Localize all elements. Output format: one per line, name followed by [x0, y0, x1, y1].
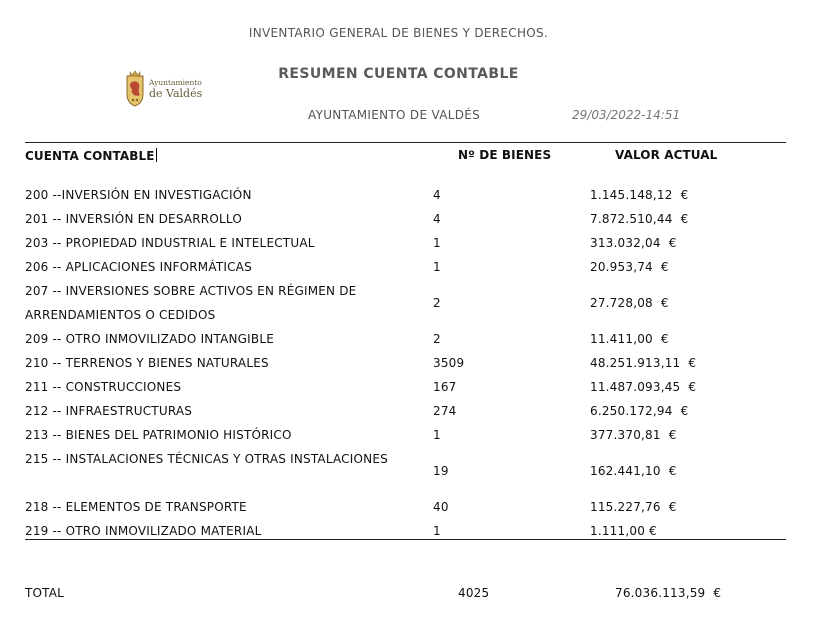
current-value: 313.032,04 € — [590, 236, 677, 250]
asset-count: 274 — [433, 404, 457, 418]
table-row — [25, 351, 786, 375]
asset-count: 1 — [433, 260, 441, 274]
total-count: 4025 — [458, 586, 490, 600]
current-value: 48.251.913,11 € — [590, 356, 697, 370]
asset-count: 3509 — [433, 356, 465, 370]
account-name: 200 --INVERSIÓN EN INVESTIGACIÓN — [25, 188, 252, 202]
report-datetime: 29/03/2022-14:51 — [572, 108, 681, 122]
logo-text-ayuntamiento: Ayuntamiento — [149, 77, 202, 87]
current-value: 27.728,08 € — [590, 296, 669, 310]
account-name: 218 -- ELEMENTOS DE TRANSPORTE — [25, 500, 247, 514]
table-row — [25, 255, 786, 279]
asset-count: 1 — [433, 524, 441, 538]
column-header-bienes: Nº DE BIENES — [458, 148, 552, 162]
account-name: 209 -- OTRO INMOVILIZADO INTANGIBLE — [25, 332, 275, 346]
asset-count: 40 — [433, 500, 449, 514]
total-label: TOTAL — [25, 586, 65, 600]
asset-count: 2 — [433, 296, 441, 310]
table-row — [25, 231, 786, 255]
table-row — [25, 183, 786, 207]
summary-title: RESUMEN CUENTA CONTABLE — [278, 66, 519, 82]
asset-count: 1 — [433, 428, 441, 442]
current-value: 162.441,10 € — [590, 464, 677, 478]
current-value: 11.487.093,45 € — [590, 380, 697, 394]
current-value: 6.250.172,94 € — [590, 404, 689, 418]
account-name: 207 -- INVERSIONES SOBRE ACTIVOS EN RÉGIMEN DE ARRENDAMIENTOS O CEDIDOS — [25, 284, 357, 322]
account-name: 206 -- APLICACIONES INFORMÁTICAS — [25, 260, 252, 274]
logo-text-valdes: de Valdés — [149, 87, 203, 101]
current-value: 115.227,76 € — [590, 500, 677, 514]
asset-count: 4 — [433, 188, 441, 202]
asset-count: 19 — [433, 464, 449, 478]
asset-count: 4 — [433, 212, 441, 226]
current-value: 11.411,00 € — [590, 332, 669, 346]
account-name: 210 -- TERRENOS Y BIENES NATURALES — [25, 356, 269, 370]
column-header-cuenta-cell[interactable] — [25, 148, 157, 163]
entity-name: AYUNTAMIENTO DE VALDÉS — [308, 108, 481, 122]
document-title: INVENTARIO GENERAL DE BIENES Y DERECHOS. — [248, 26, 549, 40]
current-value: 7.872.510,44 € — [590, 212, 689, 226]
account-name: 211 -- CONSTRUCCIONES — [25, 380, 182, 394]
account-name: 219 -- OTRO INMOVILIZADO MATERIAL — [25, 524, 262, 538]
column-header-valor: VALOR ACTUAL — [615, 148, 718, 162]
total-value: 76.036.113,59 € — [615, 586, 722, 600]
table-row — [25, 327, 786, 351]
text-cursor — [156, 148, 157, 162]
asset-count: 2 — [433, 332, 441, 346]
table-row — [25, 399, 786, 423]
current-value: 20.953,74 € — [590, 260, 669, 274]
current-value: 1.145.148,12 € — [590, 188, 689, 202]
account-table-body — [25, 183, 786, 543]
account-name: 203 -- PROPIEDAD INDUSTRIAL E INTELECTUAL — [25, 236, 315, 250]
account-name: 215 -- INSTALACIONES TÉCNICAS Y OTRAS INSTALACIONES — [25, 452, 388, 466]
table-row — [25, 375, 786, 399]
table-row — [25, 423, 786, 447]
account-name: 212 -- INFRAESTRUCTURAS — [25, 404, 193, 418]
table-row — [25, 279, 786, 327]
table-row — [25, 447, 786, 495]
account-name: 201 -- INVERSIÓN EN DESARROLLO — [25, 212, 242, 226]
asset-count: 1 — [433, 236, 441, 250]
asset-count: 167 — [433, 380, 457, 394]
column-header-cuenta: CUENTA CONTABLE — [25, 149, 155, 163]
header-top-divider — [25, 142, 786, 143]
account-name: 213 -- BIENES DEL PATRIMONIO HISTÓRICO — [25, 428, 292, 442]
table-row — [25, 495, 786, 519]
table-row — [25, 207, 786, 231]
table-bottom-divider — [25, 539, 786, 540]
current-value: 1.111,00 € — [590, 524, 657, 538]
current-value: 377.370,81 € — [590, 428, 677, 442]
